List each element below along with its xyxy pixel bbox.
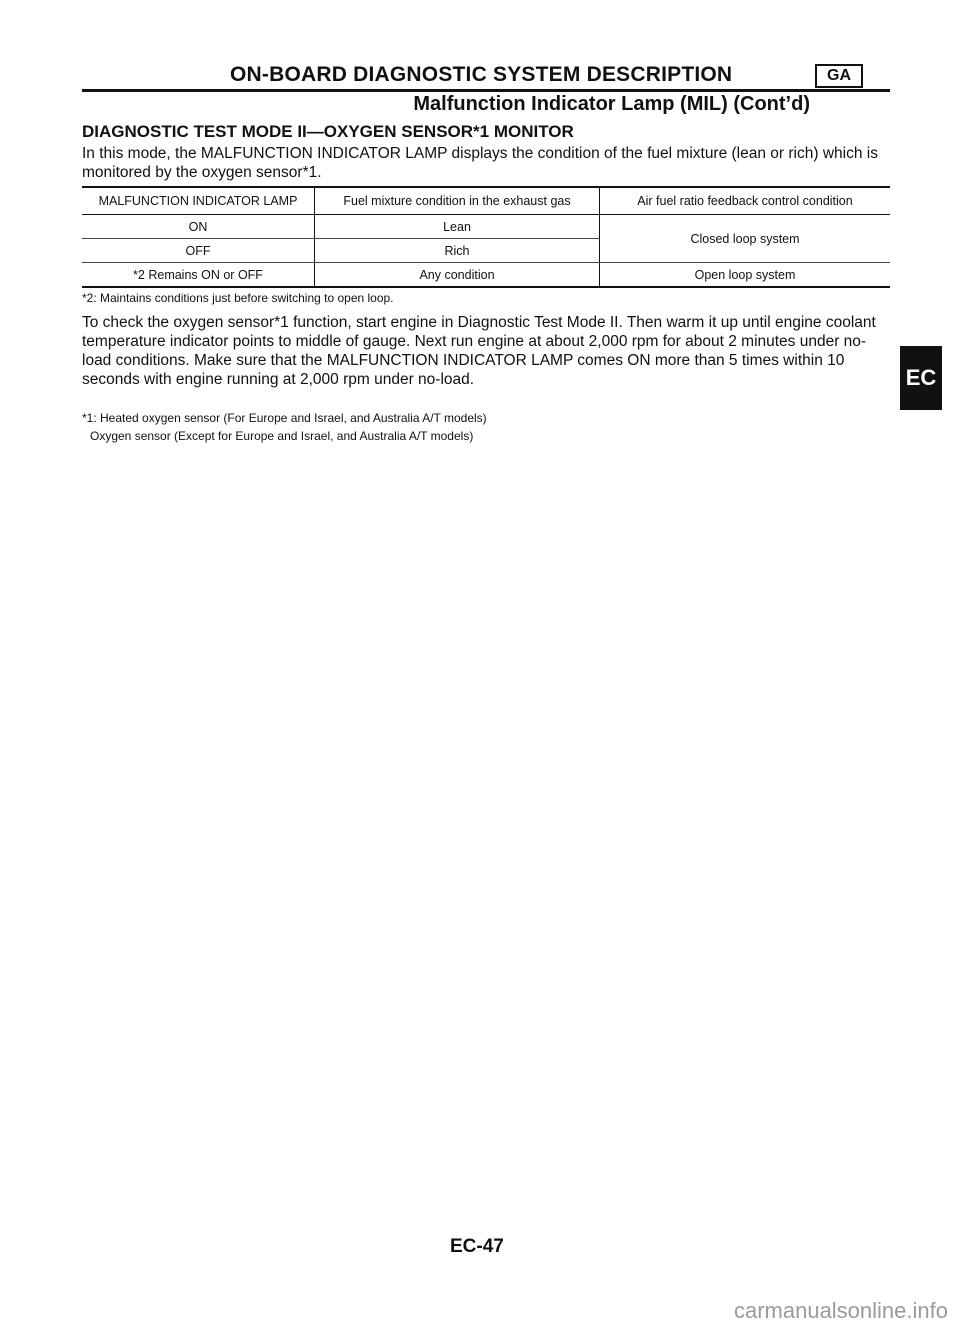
table-row: [82, 215, 890, 239]
table-cell: Rich: [315, 239, 600, 263]
table-cell: Open loop system: [600, 263, 891, 288]
page-number: EC-47: [450, 1236, 504, 1257]
table-cell: *2 Remains ON or OFF: [82, 263, 315, 288]
header-rule: [82, 89, 890, 92]
intro-paragraph: In this mode, the MALFUNCTION INDICATOR LAMP displays the condition of the fuel mixture (lean or rich) which is monitored by the oxygen sensor*1.: [82, 145, 878, 181]
section-title: Malfunction Indicator Lamp (MIL) (Cont’d): [413, 93, 810, 115]
watermark: carmanualsonline.info: [733, 1298, 948, 1323]
footnote-line: *1: Heated oxygen sensor (For Europe and Israel, and Australia A/T models): [82, 411, 487, 425]
mil-condition-table: [82, 186, 890, 305]
table-header-row: [82, 187, 890, 215]
table-cell-closed-loop: Closed loop system: [600, 215, 891, 263]
procedure-paragraph: To check the oxygen sensor*1 function, start engine in Diagnostic Test Mode II. Then warm it up until engine coolant temperature indicator points to middle of gauge. Next run engine at about 2,000 rpm for about 2 minutes under no-load conditions. Make sure that the MALFUNCTION INDICATOR LAMP comes ON more than 5 times within 10 seconds with engine running at 2,000 rpm under no-load.: [82, 314, 876, 388]
footnote-line: Oxygen sensor (Except for Europe and Israel, and Australia A/T models): [90, 429, 474, 443]
table-cell: Any condition: [315, 263, 600, 288]
sensor-footnote: [82, 409, 890, 445]
mode-title: DIAGNOSTIC TEST MODE II—OXYGEN SENSOR*1 MONITOR: [82, 122, 574, 141]
table-cell: ON: [82, 215, 315, 239]
table-header-cell: MALFUNCTION INDICATOR LAMP: [82, 187, 315, 215]
table-header-cell: Air fuel ratio feedback control condition: [600, 187, 891, 215]
engine-badge: GA: [815, 64, 863, 88]
page-header-title: ON-BOARD DIAGNOSTIC SYSTEM DESCRIPTION: [230, 63, 733, 86]
table-header-cell: Fuel mixture condition in the exhaust gas: [315, 187, 600, 215]
table-row: [82, 263, 890, 288]
ec-section-tab: EC: [900, 346, 942, 410]
table-cell: Lean: [315, 215, 600, 239]
table-footnote: *2: Maintains conditions just before switching to open loop.: [82, 291, 394, 305]
table-cell: OFF: [82, 239, 315, 263]
